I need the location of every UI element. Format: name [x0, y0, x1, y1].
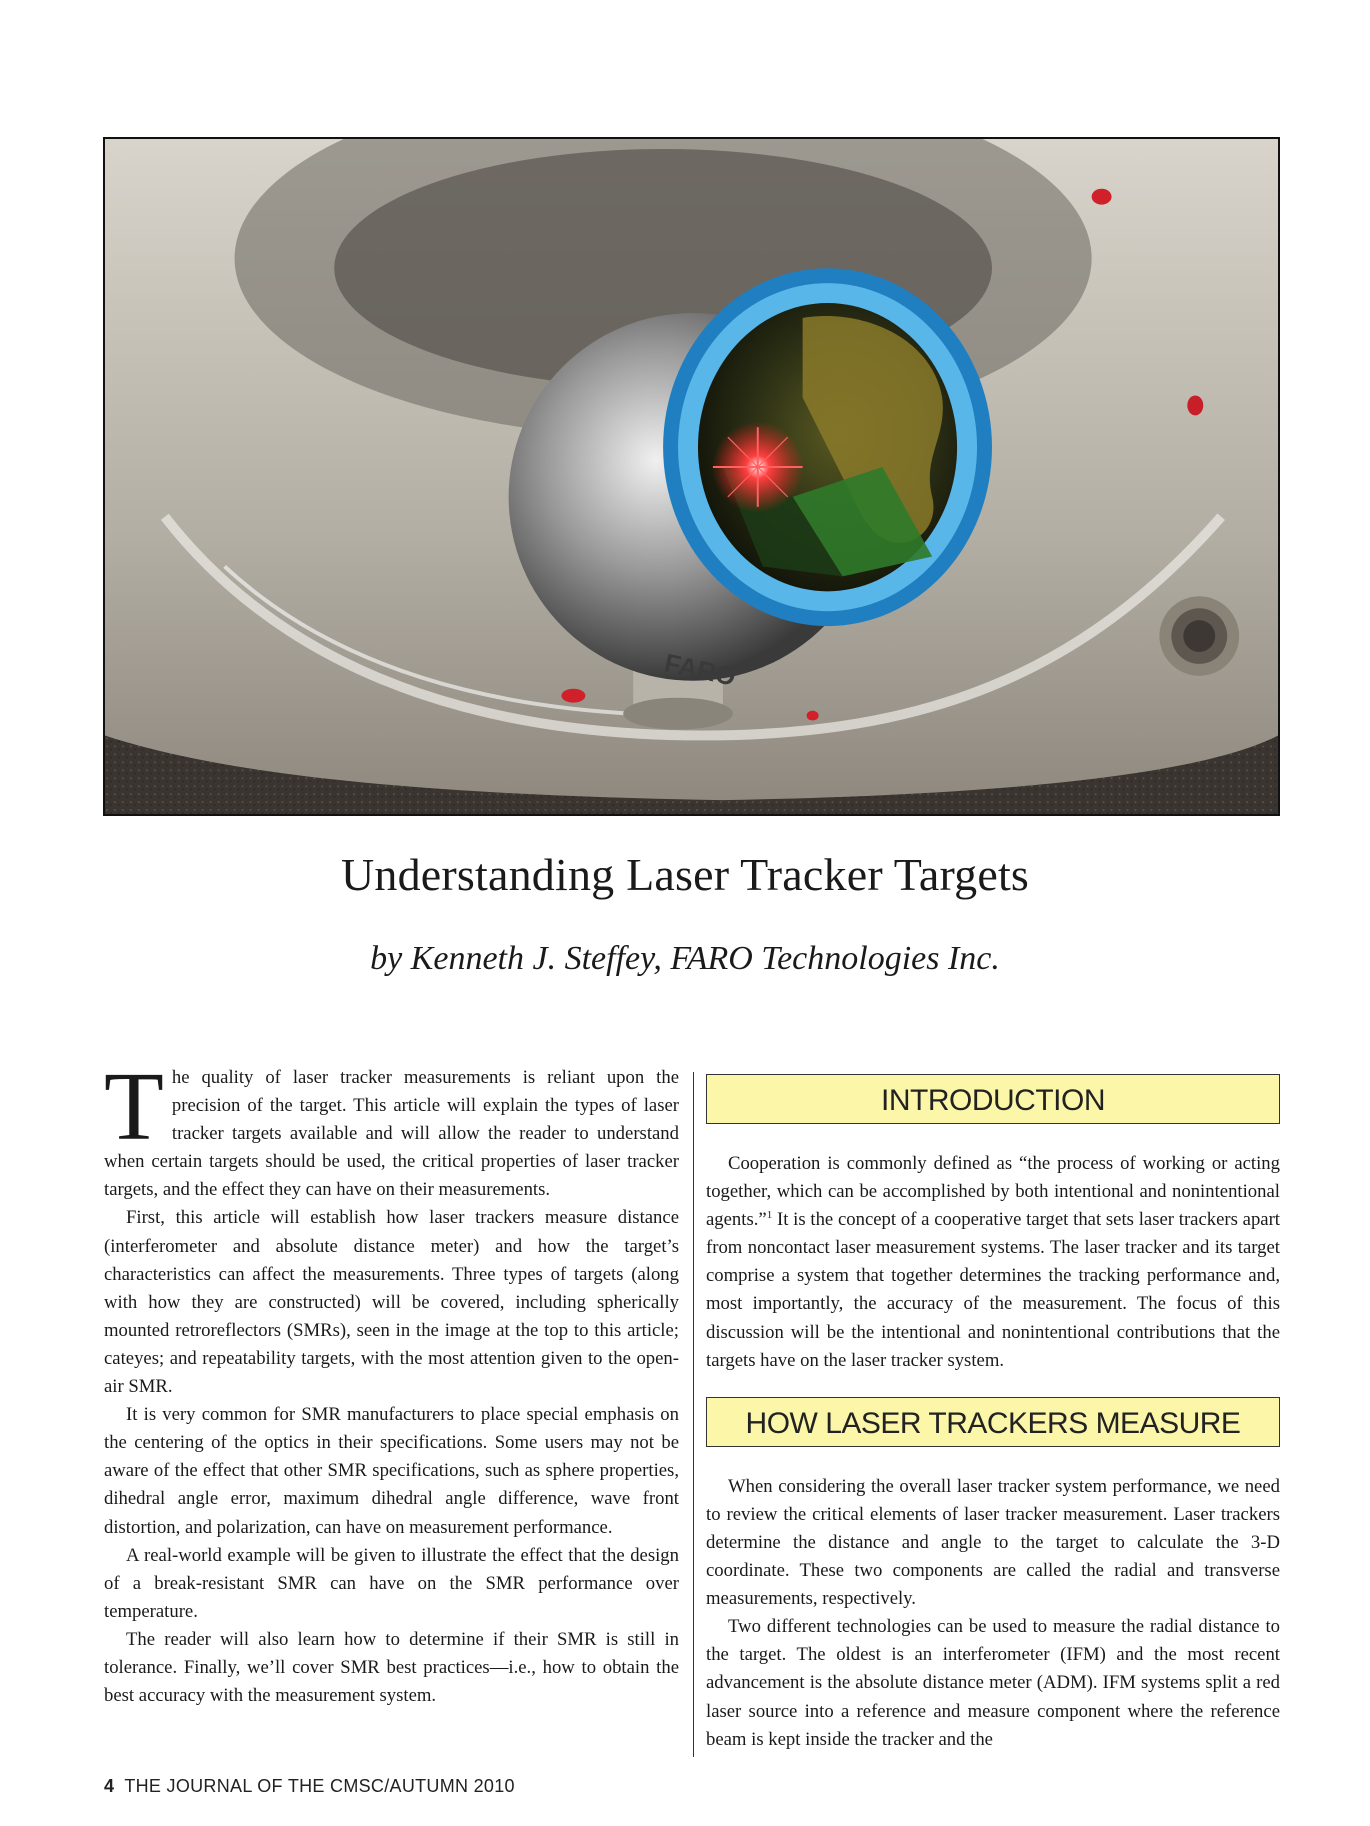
journal-name: THE JOURNAL OF THE CMSC/AUTUMN 2010: [124, 1776, 515, 1796]
footnote-marker: 1: [766, 1208, 773, 1221]
smr-engraving: FARO: [661, 649, 739, 692]
section-heading-how-measure: HOW LASER TRACKERS MEASURE: [706, 1397, 1280, 1447]
body-paragraph: First, this article will establish how laser trackers measure distance (interferometer and absolute distance meter) and how the target’s characteristics can affect the measurements. Three types of targets (along with how they are constructed) will be covered, including spherically mounted retroreflectors (SMRs), seen in the image at the top to this article; cateyes; and repeatability targets, with the most attention given to the open-air SMR.: [104, 1207, 679, 1398]
body-paragraph: Two different technologies can be used to measure the radial distance to the target. The oldest is an interferometer (IFM) and the most recent advancement is the absolute distance meter (ADM). IFM systems split a red laser source into a reference and measure component where the reference beam is kept inside the tracker and the: [706, 1616, 1280, 1750]
dropcap-letter: T: [104, 1053, 164, 1161]
section-heading-introduction: INTRODUCTION: [706, 1074, 1280, 1124]
page-number: 4: [104, 1776, 115, 1796]
body-paragraph: A real-world example will be given to illustrate the effect that the design of a break-resistant SMR can have on the SMR performance over temperature.: [104, 1544, 679, 1622]
article-title: Understanding Laser Tracker Targets: [340, 849, 1030, 900]
article-byline: by Kenneth J. Steffey, FARO Technologies Inc.: [370, 940, 1000, 977]
right-column: [706, 1064, 1280, 1754]
body-paragraph: The reader will also learn how to determine if their SMR is still in tolerance. Finally, we’ll cover SMR best practices—i.e., how to obtain the best accuracy with the measurement system.: [104, 1628, 679, 1707]
lead-paragraph: [104, 1053, 679, 1204]
smr-illustration: [105, 139, 1278, 814]
intro-text-part-b: It is the concept of a cooperative target that sets laser trackers apart from noncontact laser measurement systems. The laser tracker and its target comprise a system that together determines the tracking performance and, most importantly, the accuracy of the measurement. The focus of this discussion will be the intentional and nonintentional contributions that the targets have on the laser tracker system.: [706, 1209, 1280, 1371]
body-paragraph: It is very common for SMR manufacturers to place special emphasis on the centering of the optics in their specifications. Some users may not be aware of the effect that other SMR specifications, such as sphere properties, dihedral angle error, maximum dihedral angle difference, wave front distortion, and polarization, can have on measurement performance.: [104, 1404, 679, 1538]
intro-text-part-a: Cooperation is commonly defined as “the process of working or acting together, which can be accomplished by both intentional and nonintentional agents.”: [706, 1153, 1280, 1231]
page-footer: [104, 1776, 515, 1797]
body-paragraph: When considering the overall laser tracker system performance, we need to review the critical elements of laser tracker measurement. Laser trackers determine the distance and angle to the target to calculate the 3-D coordinate. These two components are called the radial and transverse measurements, respectively.: [706, 1475, 1280, 1610]
lead-paragraph-text: he quality of laser tracker measurements is reliant upon the precision of the target. This article will explain the types of laser tracker targets available and will allow the reader to understand when certain targets should be used, the critical properties of laser tracker targets, and the effect they can have on their measurements.: [104, 1067, 679, 1201]
intro-paragraph: [706, 1150, 1280, 1375]
left-column: [104, 1053, 679, 1710]
column-divider: [693, 1072, 694, 1757]
article-photo: [103, 137, 1280, 816]
